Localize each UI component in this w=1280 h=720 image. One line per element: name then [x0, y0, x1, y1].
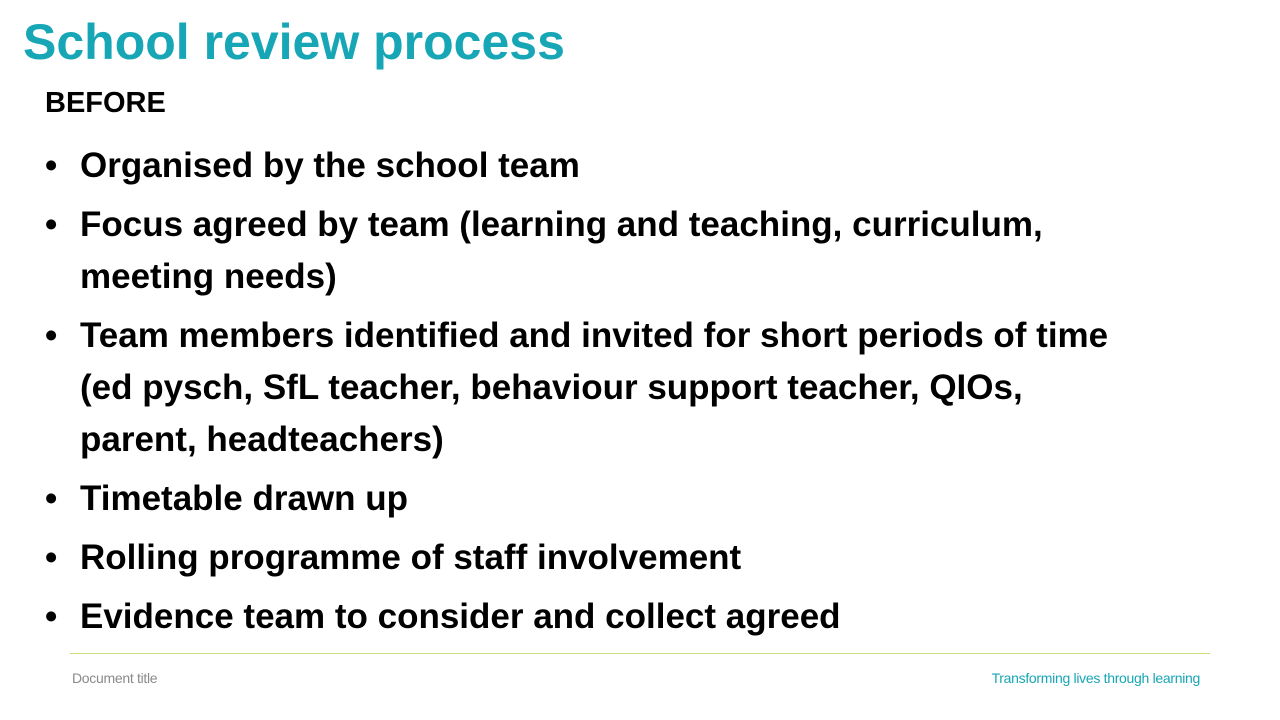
bullet-item	[45, 199, 1125, 303]
bullet-item	[45, 473, 1125, 525]
bullet-item	[45, 310, 1125, 466]
bullet-icon: •	[45, 205, 58, 244]
bullet-icon: •	[45, 479, 58, 518]
bullet-item	[45, 591, 1125, 643]
bullet-list	[45, 140, 1125, 650]
bullet-text: Rolling programme of staff involvement	[80, 538, 742, 577]
footer-divider	[70, 653, 1210, 654]
slide-subheading: BEFORE	[45, 87, 166, 119]
slide-title: School review process	[23, 14, 565, 70]
bullet-icon: •	[45, 146, 58, 185]
bullet-text: Focus agreed by team (learning and teaching, curriculum, meeting needs)	[80, 205, 1043, 296]
bullet-text: Evidence team to consider and collect agreed	[80, 597, 841, 636]
bullet-icon: •	[45, 597, 58, 636]
bullet-text: Organised by the school team	[80, 146, 580, 185]
bullet-text: Team members identified and invited for short periods of time (ed pysch, SfL teacher, behaviour support teacher, QIOs, parent, headteachers)	[80, 316, 1109, 459]
bullet-item	[45, 532, 1125, 584]
footer-document-title: Document title	[72, 670, 158, 686]
footer-tagline: Transforming lives through learning	[991, 670, 1200, 686]
bullet-icon: •	[45, 316, 58, 355]
bullet-icon: •	[45, 538, 58, 577]
bullet-text: Timetable drawn up	[80, 479, 409, 518]
bullet-item	[45, 140, 1125, 192]
